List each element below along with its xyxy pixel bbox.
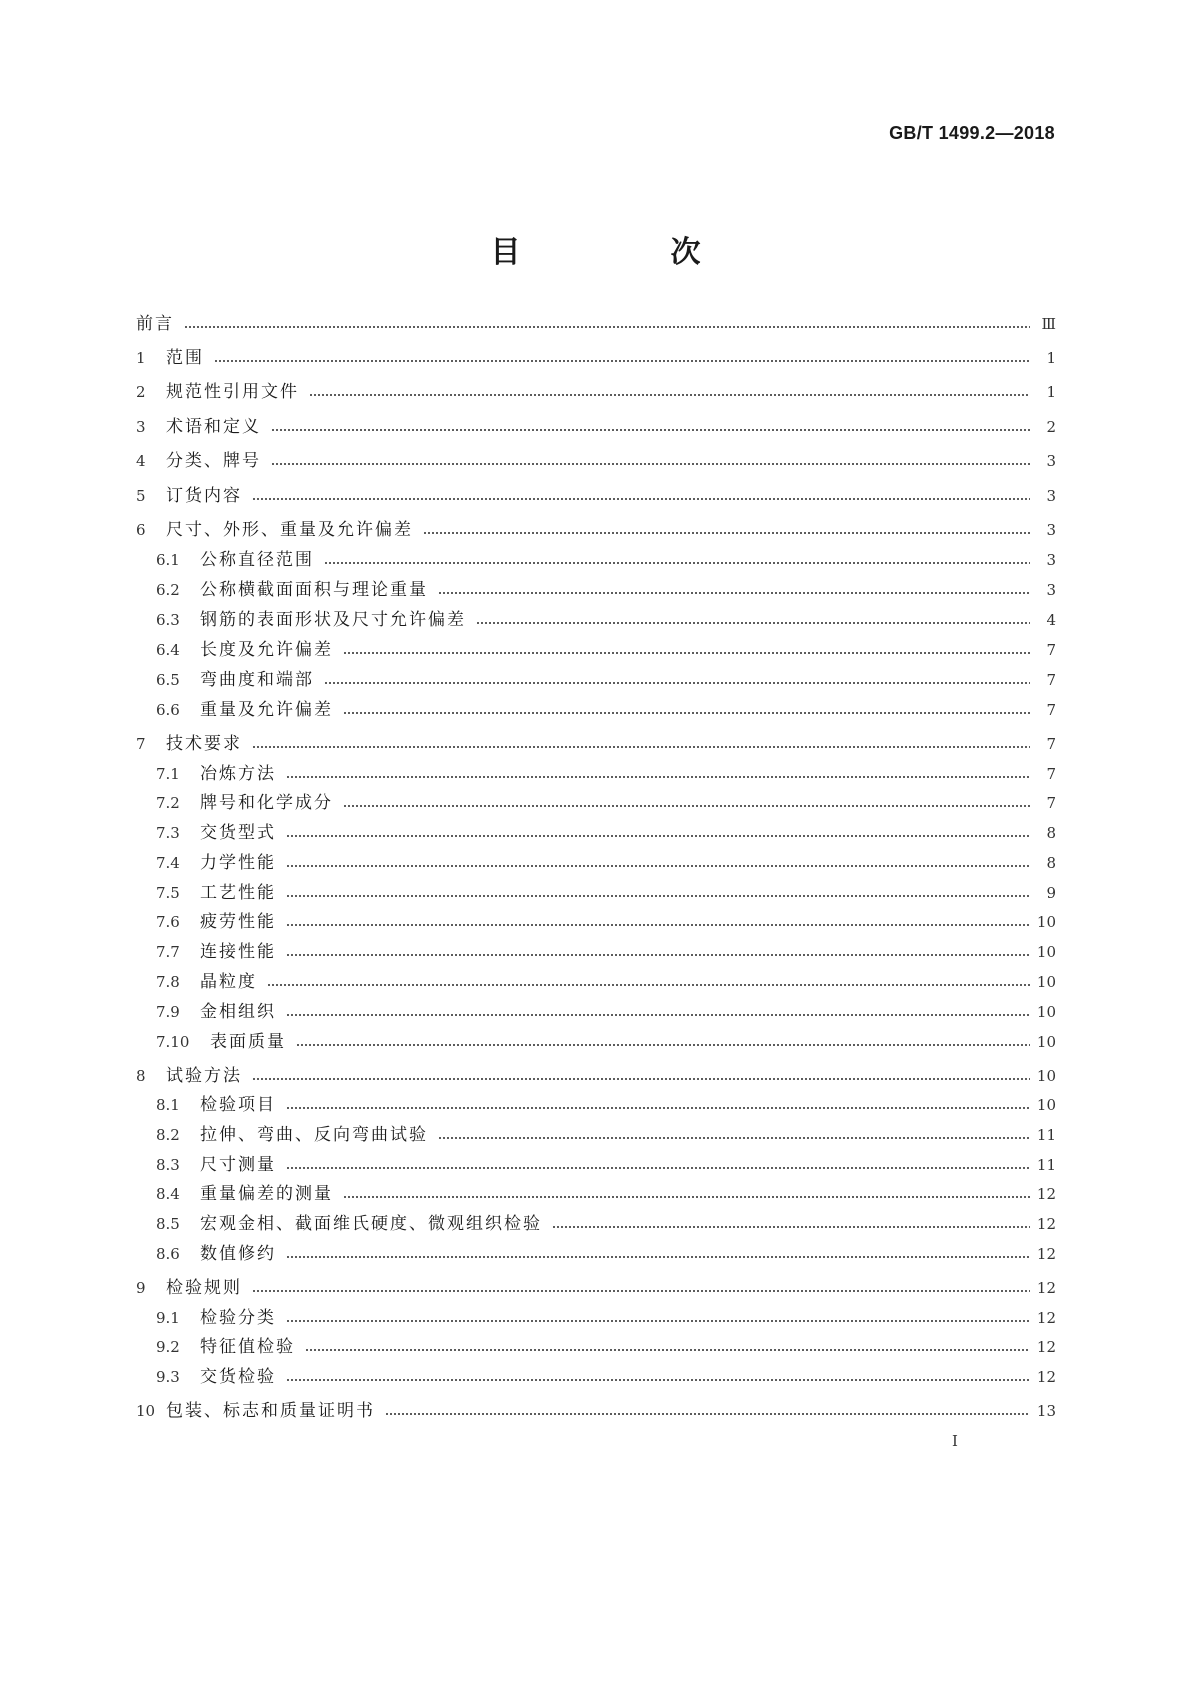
dot-leader — [296, 1044, 1030, 1046]
toc-entry-number: 7.4 — [156, 854, 180, 872]
toc-entry-page: 8 — [1046, 824, 1056, 842]
toc-entry-title: 交货检验 — [200, 1367, 276, 1387]
toc-entry-number: 8.1 — [156, 1096, 180, 1114]
dot-leader — [286, 1256, 1030, 1258]
toc-entry-number: 2 — [136, 383, 146, 401]
toc-entry-title: 包装、标志和质量证明书 — [166, 1401, 375, 1421]
dot-leader — [286, 895, 1030, 897]
toc-entry[interactable] — [136, 483, 1056, 509]
toc-entry-page: 3 — [1046, 521, 1056, 539]
toc-entry-number: 7.8 — [156, 973, 180, 991]
toc-entry-title: 检验项目 — [200, 1095, 276, 1115]
toc-entry-page: 1 — [1046, 349, 1056, 367]
toc-entry-page: 4 — [1046, 611, 1056, 629]
toc-entry[interactable] — [156, 1092, 1056, 1118]
toc-entry-number: 9 — [136, 1279, 146, 1297]
toc-entry-title: 特征值检验 — [200, 1337, 295, 1357]
toc-entry-page: 13 — [1036, 1402, 1056, 1420]
toc-entry[interactable] — [136, 1275, 1056, 1301]
dot-leader — [271, 429, 1030, 431]
toc-entry-page: 10 — [1036, 943, 1056, 961]
toc-entry-page: 7 — [1046, 794, 1056, 812]
dot-leader — [385, 1413, 1030, 1415]
toc-entry-number: 6.6 — [156, 701, 180, 719]
dot-leader — [343, 805, 1030, 807]
toc-entry[interactable] — [156, 1211, 1056, 1237]
toc-entry-title: 分类、牌号 — [166, 451, 261, 471]
dot-leader — [343, 652, 1030, 654]
toc-entry-title: 公称横截面面积与理论重量 — [200, 580, 428, 600]
toc-entry[interactable] — [156, 1305, 1056, 1331]
dot-leader — [309, 394, 1030, 396]
dot-leader — [343, 1196, 1030, 1198]
toc-entry[interactable] — [156, 790, 1056, 816]
toc-entry-number: 7.10 — [156, 1033, 190, 1051]
toc-entry-title: 长度及允许偏差 — [200, 640, 333, 660]
toc-entry-title: 规范性引用文件 — [166, 382, 299, 402]
dot-leader — [286, 776, 1030, 778]
dot-leader — [324, 562, 1030, 564]
dot-leader — [324, 682, 1030, 684]
dot-leader — [305, 1349, 1030, 1351]
toc-entry-number: 7.2 — [156, 794, 180, 812]
dot-leader — [552, 1226, 1030, 1228]
toc-entry-page: 12 — [1036, 1309, 1056, 1327]
dot-leader — [343, 712, 1030, 714]
toc-entry-number: 8 — [136, 1067, 146, 1085]
toc-entry-number: 1 — [136, 349, 146, 367]
toc-entry-number: 8.6 — [156, 1245, 180, 1263]
toc-entry-page: 7 — [1046, 671, 1056, 689]
toc-entry-page: 3 — [1046, 452, 1056, 470]
toc-entry[interactable] — [156, 969, 1056, 995]
toc-entry-number: 7.9 — [156, 1003, 180, 1021]
toc-entry-page: 7 — [1046, 701, 1056, 719]
dot-leader — [286, 1167, 1030, 1169]
toc-entry[interactable] — [136, 311, 1056, 337]
toc-entry-title: 力学性能 — [200, 853, 276, 873]
toc-entry-page: 10 — [1036, 1033, 1056, 1051]
toc-entry-page: 2 — [1046, 418, 1056, 436]
toc-entry[interactable] — [156, 1029, 1056, 1055]
dot-leader — [423, 532, 1030, 534]
toc-entry-title: 晶粒度 — [200, 972, 257, 992]
toc-entry-title: 重量偏差的测量 — [200, 1184, 333, 1204]
toc-entry-page: 10 — [1036, 1067, 1056, 1085]
toc-entry-page: 12 — [1036, 1245, 1056, 1263]
dot-leader — [214, 360, 1030, 362]
dot-leader — [286, 1014, 1030, 1016]
dot-leader — [252, 1078, 1030, 1080]
dot-leader — [438, 592, 1030, 594]
toc-entry-page: 11 — [1036, 1156, 1056, 1174]
toc-entry-number: 3 — [136, 418, 146, 436]
toc-entry-title: 冶炼方法 — [200, 764, 276, 784]
dot-leader — [476, 622, 1030, 624]
toc-entry-title: 拉伸、弯曲、反向弯曲试验 — [200, 1125, 428, 1145]
toc-entry-title: 试验方法 — [166, 1066, 242, 1086]
dot-leader — [252, 498, 1030, 500]
toc-entry-page: 8 — [1046, 854, 1056, 872]
toc-entry[interactable] — [136, 448, 1056, 474]
toc-entry-page: 1 — [1046, 383, 1056, 401]
dot-leader — [267, 984, 1030, 986]
toc-entry-number: 7.3 — [156, 824, 180, 842]
toc-entry[interactable] — [156, 667, 1056, 693]
toc-entry-number: 6.3 — [156, 611, 180, 629]
toc-entry[interactable] — [136, 379, 1056, 405]
toc-entry-page: 11 — [1036, 1126, 1056, 1144]
toc-entry-number: 7.6 — [156, 913, 180, 931]
toc-entry[interactable] — [156, 637, 1056, 663]
toc-entry-title: 公称直径范围 — [200, 550, 314, 570]
toc-entry-number: 5 — [136, 487, 146, 505]
toc-entry-number: 8.5 — [156, 1215, 180, 1233]
toc-entry-number: 6 — [136, 521, 146, 539]
toc-heading: 目 次 — [490, 235, 761, 270]
toc-entry[interactable] — [136, 1398, 1056, 1424]
toc-entry-title: 技术要求 — [166, 734, 242, 754]
toc-entry-title: 连接性能 — [200, 942, 276, 962]
toc-entry-page: 12 — [1036, 1338, 1056, 1356]
toc-entry-page: 7 — [1046, 735, 1056, 753]
toc-entry-title: 尺寸测量 — [200, 1155, 276, 1175]
toc-entry-title: 订货内容 — [166, 486, 242, 506]
toc-entry-page: 7 — [1046, 641, 1056, 659]
dot-leader — [286, 1379, 1030, 1381]
dot-leader — [286, 835, 1030, 837]
toc-entry-page: 3 — [1046, 487, 1056, 505]
toc-entry-page: 3 — [1046, 581, 1056, 599]
dot-leader — [271, 463, 1030, 465]
toc-entry[interactable] — [136, 345, 1056, 371]
dot-leader — [184, 326, 1030, 328]
toc-entry-title: 工艺性能 — [200, 883, 276, 903]
toc-entry[interactable] — [156, 1181, 1056, 1207]
toc-entry-title: 检验规则 — [166, 1278, 242, 1298]
toc-entry-number: 4 — [136, 452, 146, 470]
toc-entry-number: 10 — [136, 1402, 156, 1420]
toc-entry-page: 10 — [1036, 973, 1056, 991]
dot-leader — [286, 954, 1030, 956]
toc-entry-title: 金相组织 — [200, 1002, 276, 1022]
toc-entry-number: 6.2 — [156, 581, 180, 599]
toc-entry-page: 10 — [1036, 913, 1056, 931]
toc-entry[interactable] — [136, 414, 1056, 440]
toc-entry-title: 术语和定义 — [166, 417, 261, 437]
toc-entry-number: 8.3 — [156, 1156, 180, 1174]
toc-entry-page: 12 — [1036, 1368, 1056, 1386]
toc-entry[interactable] — [136, 517, 1056, 543]
toc-entry-title: 牌号和化学成分 — [200, 793, 333, 813]
toc-entry-page: 9 — [1046, 884, 1056, 902]
toc-entry-number: 7.5 — [156, 884, 180, 902]
toc-entry-title: 前言 — [136, 314, 174, 334]
toc-entry[interactable] — [136, 731, 1056, 757]
toc-entry-page: 12 — [1036, 1185, 1056, 1203]
dot-leader — [252, 1290, 1030, 1292]
toc-entry-number: 9.2 — [156, 1338, 180, 1356]
toc-entry[interactable] — [156, 880, 1056, 906]
dot-leader — [286, 1320, 1030, 1322]
toc-entry[interactable] — [156, 1364, 1056, 1390]
toc-entry[interactable] — [156, 1152, 1056, 1178]
toc-entry-number: 8.4 — [156, 1185, 180, 1203]
toc-entry-page: 12 — [1036, 1279, 1056, 1297]
toc-entry-number: 6.1 — [156, 551, 180, 569]
toc-entry-title: 尺寸、外形、重量及允许偏差 — [166, 520, 413, 540]
toc-entry[interactable] — [156, 939, 1056, 965]
toc-entry-title: 疲劳性能 — [200, 912, 276, 932]
dot-leader — [286, 865, 1030, 867]
toc-entry-page: 7 — [1046, 765, 1056, 783]
toc-entry[interactable] — [156, 761, 1056, 787]
toc-entry-number: 6.4 — [156, 641, 180, 659]
toc-entry-title: 弯曲度和端部 — [200, 670, 314, 690]
toc-entry[interactable] — [156, 697, 1056, 723]
toc-entry-number: 9.3 — [156, 1368, 180, 1386]
toc-entry[interactable] — [156, 999, 1056, 1025]
toc-entry[interactable] — [156, 1122, 1056, 1148]
toc-entry-title: 宏观金相、截面维氏硬度、微观组织检验 — [200, 1214, 542, 1234]
dot-leader — [252, 746, 1030, 748]
toc-entry-title: 重量及允许偏差 — [200, 700, 333, 720]
toc-entry[interactable] — [156, 909, 1056, 935]
toc-entry-number: 7 — [136, 735, 146, 753]
page-number: I — [952, 1432, 958, 1450]
toc-entry-title: 数值修约 — [200, 1244, 276, 1264]
toc-entry[interactable] — [156, 547, 1056, 573]
toc-entry[interactable] — [136, 1063, 1056, 1089]
toc-entry[interactable] — [156, 607, 1056, 633]
toc-entry-title: 范围 — [166, 348, 204, 368]
toc-entry[interactable] — [156, 1334, 1056, 1360]
toc-entry-number: 7.1 — [156, 765, 180, 783]
toc-entry-page: 3 — [1046, 551, 1056, 569]
dot-leader — [286, 1107, 1030, 1109]
dot-leader — [286, 924, 1030, 926]
toc-entry-page: 10 — [1036, 1003, 1056, 1021]
toc-entry-title: 检验分类 — [200, 1308, 276, 1328]
standard-number: GB/T 1499.2—2018 — [889, 123, 1055, 143]
toc-entry[interactable] — [156, 1241, 1056, 1267]
toc-entry-number: 6.5 — [156, 671, 180, 689]
toc-entry[interactable] — [156, 850, 1056, 876]
toc-entry-page: 10 — [1036, 1096, 1056, 1114]
toc-entry-number: 9.1 — [156, 1309, 180, 1327]
toc-entry[interactable] — [156, 577, 1056, 603]
toc-entry[interactable] — [156, 820, 1056, 846]
toc-entry-title: 交货型式 — [200, 823, 276, 843]
toc-entry-number: 8.2 — [156, 1126, 180, 1144]
toc-entry-page: 12 — [1036, 1215, 1056, 1233]
toc-entry-title: 钢筋的表面形状及尺寸允许偏差 — [200, 610, 466, 630]
toc-entry-page: Ⅲ — [1041, 315, 1056, 333]
toc-entry-title: 表面质量 — [210, 1032, 286, 1052]
toc-entry-number: 7.7 — [156, 943, 180, 961]
dot-leader — [438, 1137, 1030, 1139]
